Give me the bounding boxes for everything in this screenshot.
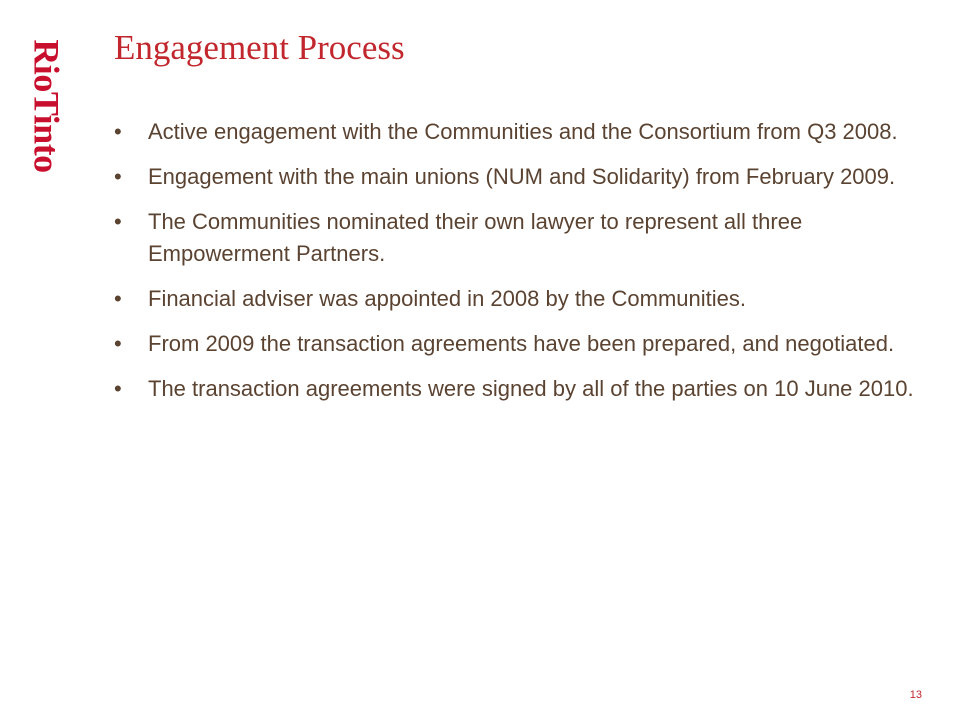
bullet-text: The Communities nominated their own lawyer to represent all three Empowerment Partners.: [148, 209, 803, 266]
bullet-list: [114, 116, 924, 418]
logo-text: RioTinto: [27, 39, 67, 173]
rio-tinto-logo: [16, 36, 78, 176]
bullet-item: [114, 161, 924, 193]
bullet-item: [114, 283, 924, 315]
bullet-marker: •: [114, 286, 122, 311]
bullet-text: Active engagement with the Communities and the Consortium from Q3 2008.: [148, 119, 898, 144]
bullet-text: Financial adviser was appointed in 2008 by the Communities.: [148, 286, 746, 311]
bullet-marker: •: [114, 119, 122, 144]
bullet-item: [114, 116, 924, 148]
bullet-marker: •: [114, 331, 122, 356]
bullet-marker: •: [114, 164, 122, 189]
slide-title: Engagement Process: [114, 28, 405, 67]
bullet-text: The transaction agreements were signed by all of the parties on 10 June 2010.: [148, 376, 914, 401]
bullet-item: [114, 206, 924, 270]
page-number: 13: [909, 689, 922, 701]
bullet-item: [114, 328, 924, 360]
bullet-marker: •: [114, 376, 122, 401]
bullet-text: Engagement with the main unions (NUM and Solidarity) from February 2009.: [148, 164, 896, 189]
bullet-item: [114, 373, 924, 405]
bullet-text: From 2009 the transaction agreements have been prepared, and negotiated.: [148, 331, 895, 356]
bullet-marker: •: [114, 209, 122, 234]
